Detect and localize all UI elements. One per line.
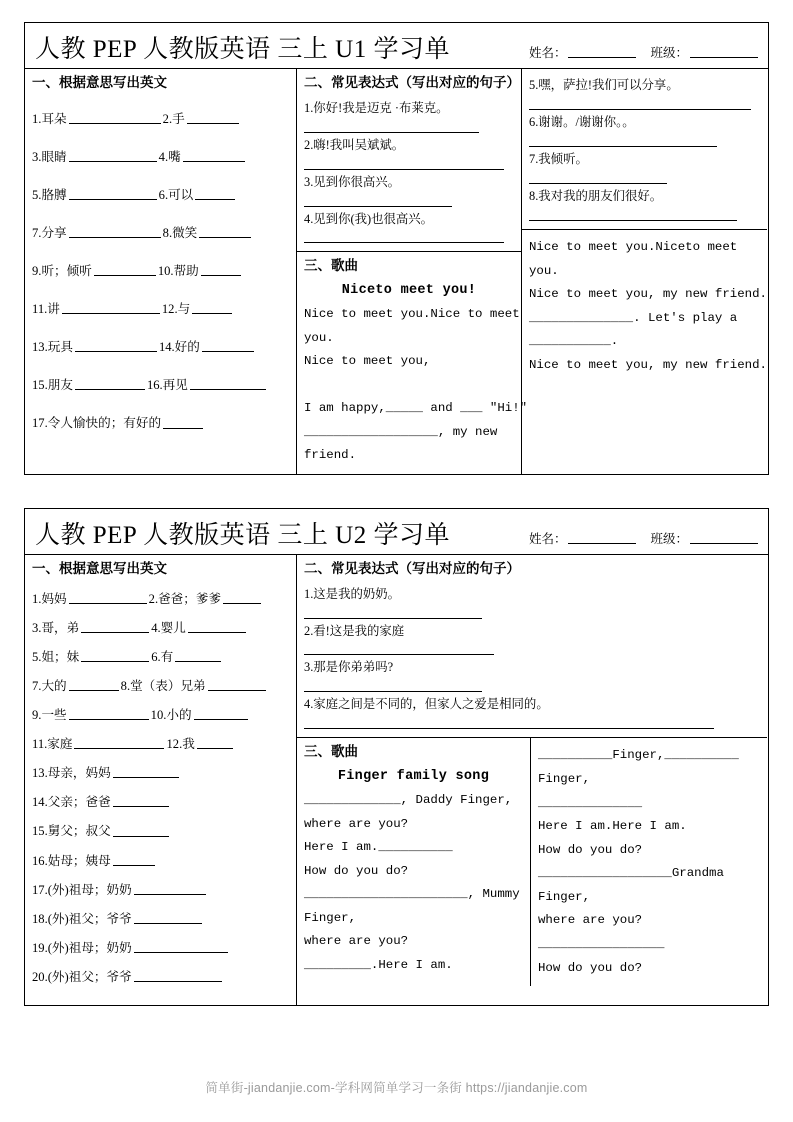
answer-blank[interactable]	[113, 836, 169, 837]
section-2-column-right-u1	[522, 69, 767, 474]
vocab-list-u2	[25, 582, 296, 1006]
vocab-term: 3.哥，弟	[32, 620, 80, 635]
answer-blank[interactable]	[188, 632, 246, 633]
vocab-term: 2.爸爸；爹爹	[148, 591, 222, 606]
vocab-row	[32, 708, 289, 723]
section-1-column-u2	[25, 555, 297, 1005]
sentence-list-u2	[297, 582, 767, 738]
sentence-item	[529, 186, 760, 221]
lyric-line: How do you do?	[538, 960, 643, 975]
class-field-u1[interactable]	[650, 43, 760, 61]
sentence-list-mid-u1	[297, 96, 521, 252]
sentence-answer-line[interactable]	[529, 207, 737, 221]
song-split-u2	[297, 738, 767, 986]
sentence-item	[304, 135, 514, 170]
lyric-line: Finger,	[304, 910, 357, 925]
student-info-fields-u2	[529, 529, 760, 549]
sentence-prompt: 2.嗨!我叫吴斌斌。	[304, 137, 405, 152]
section-1-heading-u2: 一、根据意思写出英文	[32, 560, 167, 576]
lyric-line: you.	[304, 330, 334, 345]
section-2-heading-u1: 二、常见表达式（写出对应的句子）	[304, 75, 520, 90]
vocab-row	[32, 650, 289, 665]
vocab-term: 20.(外)祖父；爷爷	[32, 969, 132, 984]
sentence-prompt: 5.嘿，萨拉!我们可以分享。	[529, 78, 679, 92]
vocab-row	[32, 766, 289, 781]
worksheet-u1-header	[25, 23, 768, 69]
section-1-heading-u1: 一、根据意思写出英文	[32, 75, 167, 90]
lyric-line: Finger,	[538, 772, 591, 787]
answer-blank[interactable]	[113, 777, 179, 778]
vocab-row	[32, 883, 289, 898]
sections-2-3-column-u2	[297, 555, 767, 1005]
vocab-term: 10.帮助	[157, 263, 199, 278]
answer-blank[interactable]	[208, 690, 266, 691]
answer-blank[interactable]	[202, 351, 254, 352]
section-1-column-u1	[25, 69, 297, 474]
lyric-line: Nice to meet you.Nice to meet	[304, 307, 520, 322]
sentence-answer-line[interactable]	[529, 170, 667, 184]
sentence-item	[529, 149, 760, 184]
song-title-u1: Niceto meet you!	[341, 283, 477, 299]
answer-blank[interactable]	[81, 632, 149, 633]
sentence-answer-line[interactable]	[304, 156, 504, 170]
class-blank-u2[interactable]	[690, 543, 758, 544]
vocab-term: 4.嘴	[158, 149, 181, 164]
vocab-row	[32, 592, 289, 607]
answer-blank[interactable]	[223, 603, 261, 604]
sentence-prompt: 4.见到你(我)也很高兴。	[304, 211, 434, 226]
page-title-u1: 人教 PEP 人教版英语 三上 U1 学习单	[35, 35, 450, 63]
sentence-answer-line[interactable]	[304, 605, 482, 619]
song-column-right-u2	[531, 738, 767, 986]
vocab-term: 15.舅父；叔父	[32, 824, 111, 839]
section-3-heading-u1: 三、歌曲	[304, 258, 358, 274]
sentence-answer-line[interactable]	[304, 678, 482, 692]
section-2-column-mid-u1	[297, 69, 528, 474]
vocab-term: 10.小的	[150, 707, 192, 722]
sentence-answer-line[interactable]	[304, 193, 452, 207]
vocab-row	[32, 150, 289, 165]
page-title-u2: 人教 PEP 人教版英语 三上 U2 学习单	[35, 521, 450, 549]
lyric-line: Finger,	[538, 889, 591, 904]
sentence-item	[304, 209, 514, 244]
lyric-line: Here I am.Here I am.	[538, 819, 687, 834]
vocab-term: 14.好的	[158, 340, 200, 355]
song-lyrics-right-u1	[522, 230, 767, 383]
answer-blank[interactable]	[62, 313, 160, 314]
answer-blank[interactable]	[190, 389, 266, 390]
class-blank-u1[interactable]	[690, 57, 758, 58]
lyric-line[interactable]: _________.Here I am.	[304, 957, 453, 972]
vocab-term: 8.堂（表）兄弟	[120, 678, 206, 693]
lyric-line: friend.	[304, 448, 357, 463]
lyric-line: you.	[529, 263, 559, 278]
sentence-item	[304, 694, 760, 729]
sentence-item	[304, 621, 760, 656]
answer-blank[interactable]	[183, 161, 245, 162]
answer-blank[interactable]	[134, 923, 202, 924]
answer-blank[interactable]	[69, 199, 157, 200]
vocab-term: 6.可以	[158, 187, 194, 202]
vocab-term: 9.一些	[32, 707, 67, 722]
lyric-line[interactable]: ___________.	[529, 334, 619, 349]
vocab-row	[32, 912, 289, 927]
worksheet-u1	[24, 22, 769, 475]
lyric-line[interactable]: _________________	[538, 936, 665, 951]
answer-blank[interactable]	[194, 719, 248, 720]
lyric-line: where are you?	[538, 913, 643, 928]
answer-blank[interactable]	[69, 719, 149, 720]
section-3-heading-u2: 三、歌曲	[304, 744, 358, 760]
lyric-line: Nice to meet you, my new friend.	[529, 287, 767, 302]
lyric-line[interactable]: ______________	[538, 795, 643, 810]
sentence-item	[529, 112, 760, 147]
vocab-row	[32, 824, 289, 839]
song-title-u2: Finger family song	[337, 769, 490, 784]
vocab-row	[32, 378, 289, 393]
lyric-line[interactable]: I am happy,_____ and ___ "Hi!"	[304, 401, 528, 416]
name-field-u1[interactable]	[529, 43, 639, 61]
vocab-term: 3.眼睛	[32, 149, 67, 164]
answer-blank[interactable]	[69, 161, 157, 162]
lyric-line: where are you?	[304, 816, 409, 831]
vocab-row	[32, 737, 289, 752]
vocab-term: 11.讲	[32, 302, 60, 317]
lyric-line[interactable]: Here I am.__________	[304, 840, 453, 855]
song-lyrics-mid-u2	[297, 787, 530, 984]
answer-blank[interactable]	[74, 748, 164, 749]
answer-blank[interactable]	[134, 894, 206, 895]
vocab-term: 7.分享	[32, 225, 67, 240]
vocab-term: 17.令人愉快的；有好的	[32, 416, 162, 431]
answer-blank[interactable]	[81, 661, 149, 662]
sentence-item	[304, 584, 760, 619]
lyric-line: Nice to meet you.Niceto meet	[529, 239, 738, 254]
vocab-row	[32, 188, 289, 203]
vocab-row	[32, 416, 289, 431]
sentence-answer-line[interactable]	[304, 715, 714, 729]
vocab-row	[32, 854, 289, 869]
lyric-line: How do you do?	[304, 863, 409, 878]
sentence-prompt: 2.看!这是我的家庭	[304, 623, 405, 638]
sentence-list-right-u1	[522, 69, 767, 229]
vocab-term: 16.再见	[146, 378, 188, 393]
sentence-prompt: 3.那是你弟弟吗?	[304, 660, 394, 675]
vocab-term: 12.与	[161, 302, 191, 317]
answer-blank[interactable]	[69, 123, 161, 124]
name-field-u2[interactable]	[529, 529, 639, 547]
class-field-u2[interactable]	[650, 529, 760, 547]
answer-blank[interactable]	[192, 313, 232, 314]
lyric-line: Nice to meet you, my new friend.	[529, 357, 767, 372]
lyric-line: where are you?	[304, 934, 409, 949]
vocab-term: 1.妈妈	[32, 591, 67, 606]
answer-blank[interactable]	[163, 428, 203, 429]
answer-blank[interactable]	[134, 981, 222, 982]
sentence-answer-line[interactable]	[304, 119, 479, 133]
answer-blank[interactable]	[134, 952, 228, 953]
vocab-term: 6.有	[151, 649, 174, 664]
sentence-answer-line[interactable]	[304, 229, 504, 243]
vocab-row	[32, 302, 289, 317]
class-label-u2: 班级：	[650, 531, 688, 546]
vocab-row	[32, 621, 289, 636]
vocab-term: 13.玩具	[32, 340, 73, 355]
vocab-row	[32, 112, 289, 127]
sentence-prompt: 1.你好!我是迈克 ·布莱克。	[304, 100, 449, 115]
answer-blank[interactable]	[175, 661, 221, 662]
sentence-item	[529, 75, 760, 110]
sentence-prompt: 7.我倾听。	[529, 151, 588, 166]
sentence-item	[304, 98, 514, 133]
answer-blank[interactable]	[75, 389, 145, 390]
song-lyrics-mid-u1	[297, 301, 528, 474]
vocab-term: 2.手	[162, 111, 185, 126]
vocab-term: 4.婴儿	[151, 620, 186, 635]
vocab-term: 15.朋友	[32, 378, 73, 393]
vocab-term: 13.母亲，妈妈	[32, 766, 111, 781]
song-column-mid-u2	[297, 738, 531, 986]
name-blank-u1[interactable]	[568, 57, 636, 58]
vocab-term: 19.(外)祖母；奶奶	[32, 940, 132, 955]
sentence-answer-line[interactable]	[304, 641, 494, 655]
lyric-line[interactable]: _____________, Daddy Finger,	[304, 793, 513, 807]
lyric-line[interactable]: ______________. Let's play a	[529, 310, 738, 325]
sentence-prompt: 1.这是我的奶奶。	[304, 586, 401, 601]
lyric-line[interactable]: __________Finger,__________	[538, 748, 739, 763]
vocab-row	[32, 264, 289, 279]
vocab-term: 1.耳朵	[32, 111, 67, 126]
answer-blank[interactable]	[197, 748, 233, 749]
vocab-row	[32, 226, 289, 241]
worksheet-u1-body	[25, 69, 768, 474]
vocab-term: 9.听；倾听	[32, 263, 92, 278]
sentence-prompt: 8.我对我的朋友们很好。	[529, 188, 663, 203]
vocab-term: 5.姐；妹	[32, 649, 80, 664]
answer-blank[interactable]	[69, 603, 147, 604]
worksheet-u2	[24, 508, 769, 1006]
student-info-fields-u1	[529, 43, 760, 63]
vocab-row	[32, 941, 289, 956]
answer-blank[interactable]	[199, 237, 251, 238]
name-label-u2: 姓名：	[528, 531, 567, 546]
answer-blank[interactable]	[201, 275, 241, 276]
answer-blank[interactable]	[113, 865, 155, 866]
answer-blank[interactable]	[69, 237, 161, 238]
answer-blank[interactable]	[113, 806, 169, 807]
sentence-prompt: 6.谢谢。/谢谢你。。	[529, 114, 635, 129]
lyric-line[interactable]: __________________Grandma	[538, 866, 724, 881]
footer-watermark: 简单街-jiandanjie.com-学科网简单学习一条街 https://jiandanjie.com	[205, 1081, 588, 1095]
vocab-row	[32, 340, 289, 355]
worksheet-u2-header	[25, 509, 768, 555]
song-lyrics-right-u2	[531, 738, 767, 986]
vocab-term: 11.家庭	[32, 737, 73, 752]
sentence-item	[304, 657, 760, 692]
sentence-prompt: 3.见到你很高兴。	[304, 174, 401, 189]
vocab-term: 16.姑母；姨母	[32, 853, 111, 868]
vocab-list-u1	[25, 96, 296, 461]
sentence-prompt: 4.家庭之间是不同的，但家人之爱是相同的。	[304, 697, 549, 712]
vocab-row	[32, 970, 289, 985]
worksheet-u2-body	[25, 555, 768, 1005]
lyric-line[interactable]: ______________________, Mummy	[304, 887, 520, 902]
lyric-line[interactable]: __________________, my new	[304, 424, 498, 439]
answer-blank[interactable]	[69, 690, 119, 691]
lyric-line: Nice to meet you,	[304, 354, 431, 369]
vocab-term: 5.胳膊	[32, 187, 67, 202]
vocab-row	[32, 795, 289, 810]
name-label-u1: 姓名：	[528, 46, 567, 60]
class-label-u1: 班级：	[650, 46, 688, 60]
answer-blank[interactable]	[187, 123, 239, 124]
vocab-row	[32, 679, 289, 694]
name-blank-u2[interactable]	[568, 543, 636, 544]
vocab-term: 7.大的	[32, 678, 67, 693]
sentence-answer-line[interactable]	[529, 133, 717, 147]
answer-blank[interactable]	[195, 199, 235, 200]
answer-blank[interactable]	[75, 351, 157, 352]
sentence-item	[304, 172, 514, 207]
sentence-answer-line[interactable]	[529, 96, 751, 110]
answer-blank[interactable]	[94, 275, 156, 276]
vocab-term: 8.微笑	[162, 225, 198, 240]
vocab-term: 18.(外)祖父；爷爷	[32, 911, 132, 926]
section-3-block-mid-u1	[297, 252, 528, 473]
vocab-term: 12.我	[166, 737, 195, 752]
vocab-term: 17.(外)祖母；奶奶	[32, 882, 132, 897]
lyric-line	[304, 374, 514, 398]
vocab-term: 14.父亲；爸爸	[32, 795, 111, 810]
section-2-heading-u2: 二、常见表达式（写出对应的句子）	[304, 560, 520, 576]
lyric-line: How do you do?	[538, 842, 643, 857]
